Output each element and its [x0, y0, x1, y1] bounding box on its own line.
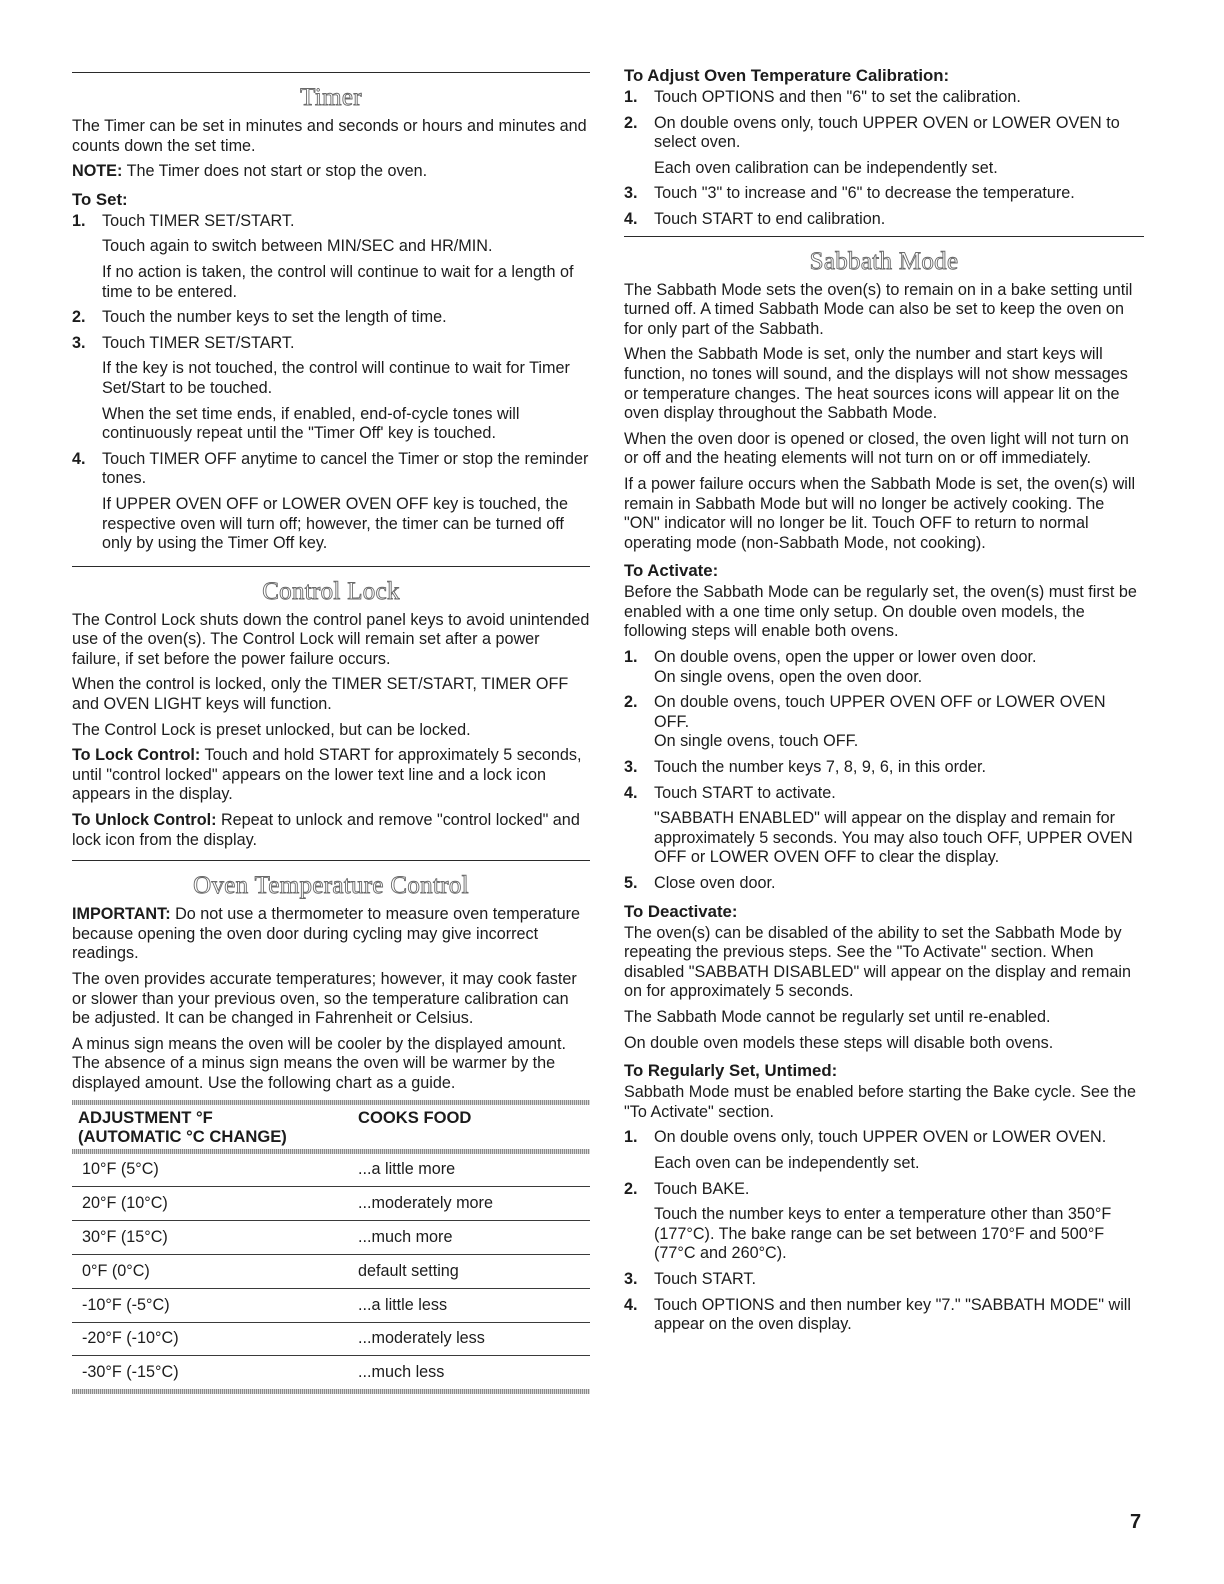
step-number: 5. — [624, 874, 638, 892]
step-text: Touch TIMER SET/START. — [102, 333, 295, 352]
list-item — [624, 693, 1144, 752]
step-text: Touch START to end calibration. — [654, 209, 886, 228]
untimed-heading: To Regularly Set, Untimed: — [624, 1061, 838, 1081]
list-item — [624, 88, 1144, 108]
sabbath-p1: The Sabbath Mode sets the oven(s) to remain on in a bake setting until turned off. A timed Sabbath Mode can also be set to keep the oven on for only part of the Sabbath. — [624, 280, 1133, 338]
step-number: 4. — [624, 783, 638, 802]
timer-intro: The Timer can be set in minutes and seconds or hours and minutes and counts down the set time. — [72, 117, 587, 155]
step-number: 3. — [72, 333, 86, 352]
table-row — [72, 1255, 590, 1289]
deactivate-heading: To Deactivate: — [624, 901, 738, 921]
untimed-steps — [624, 1128, 1144, 1334]
important-label: IMPORTANT: — [72, 905, 171, 924]
step-number: 1. — [624, 1128, 638, 1147]
step-text: Touch OPTIONS and then number key "7." "SABBATH MODE" will appear on the oven display. — [654, 1295, 1131, 1334]
unlock-label: To Unlock Control: — [72, 811, 217, 830]
to-set-heading: To Set: — [72, 189, 128, 209]
cell-adjustment: 30°F (15°C) — [82, 1228, 168, 1247]
step-text: Touch TIMER OFF anytime to cancel the Timer or stop the reminder tones. — [102, 449, 589, 488]
sabbath-p4: If a power failure occurs when the Sabbath Mode is set, the oven(s) will remain in Sabbath Mode but will no longer be actively cooking. The "ON" indicator will no longer be lit. Touch OFF to return to normal operating mode (non-Sabbath Mode, not cooking). — [624, 474, 1136, 552]
step-detail: Touch the number keys to enter a temperature other than 350°F (177°C). The bake range can be set between 170°F and 500°F (77°C and 260°C). — [654, 1205, 1112, 1263]
important-text: Do not use a thermometer to measure oven temperature because opening the oven door during cycling may give incorrect readings. — [72, 905, 580, 963]
untimed-intro: Sabbath Mode must be enabled before starting the Bake cycle. See the "To Activate" section. — [624, 1083, 1137, 1121]
control-lock-p2: When the control is locked, only the TIMER SET/START, TIMER OFF and OVEN LIGHT keys will function. — [72, 675, 569, 714]
activate-steps — [624, 648, 1144, 894]
left-column — [72, 72, 590, 1394]
table-row — [72, 1289, 590, 1323]
section-rule — [72, 860, 590, 861]
step-number: 2. — [624, 693, 638, 712]
step-text: On double ovens, touch UPPER OVEN OFF or LOWER OVEN OFF. — [654, 693, 1106, 731]
table-row — [72, 1323, 590, 1357]
oven-temp-important — [72, 905, 590, 964]
cell-cooks: ...much less — [358, 1363, 445, 1382]
header-line: ADJUSTMENT °F — [78, 1107, 213, 1127]
cell-cooks: ...much more — [358, 1228, 453, 1247]
table-bottom-border — [72, 1389, 590, 1394]
sabbath-p3: When the oven door is opened or closed, the oven light will not turn on or off and the heating elements will not turn on or off immediately. — [624, 429, 1129, 468]
step-detail: If the key is not touched, the control will continue to wait for Timer Set/Start to be touched. — [102, 359, 570, 397]
step-text: Touch START. — [654, 1269, 756, 1288]
step-detail: On single ovens, touch OFF. — [654, 732, 859, 751]
cell-cooks: default setting — [358, 1261, 459, 1280]
cell-cooks: ...moderately more — [358, 1194, 493, 1213]
step-text: Touch the number keys 7, 8, 9, 6, in this order. — [654, 758, 987, 777]
step-number: 1. — [72, 211, 86, 230]
oven-temp-p2: The oven provides accurate temperatures; however, it may cook faster or slower than your previous oven, so the temperature calibration can be adjusted. It can be changed in Fahrenheit or Celsius. — [72, 970, 577, 1028]
list-item — [624, 1180, 1144, 1264]
step-number: 1. — [624, 88, 638, 106]
step-text: On double ovens only, touch UPPER OVEN or LOWER OVEN to select oven. — [654, 113, 1120, 152]
step-text: Touch OPTIONS and then "6" to set the calibration. — [654, 88, 1021, 106]
header-cooks-food: COOKS FOOD — [358, 1107, 472, 1127]
step-text: Touch BAKE. — [654, 1179, 750, 1198]
control-lock-p3: The Control Lock is preset unlocked, but can be locked. — [72, 720, 471, 739]
deactivate-p2: The Sabbath Mode cannot be regularly set until re-enabled. — [624, 1007, 1051, 1026]
table-row — [72, 1187, 590, 1221]
list-item — [624, 1296, 1144, 1335]
step-detail: If UPPER OVEN OFF or LOWER OVEN OFF key is touched, the respective oven will turn off; however, the timer can be turned off only by using the Timer Off key. — [102, 494, 568, 553]
header-line: (AUTOMATIC °C CHANGE) — [78, 1126, 287, 1146]
deactivate-p3: On double oven models these steps will disable both ovens. — [624, 1033, 1054, 1052]
table-header — [72, 1105, 590, 1149]
step-number: 2. — [624, 113, 638, 132]
control-lock-title: Control Lock — [262, 577, 400, 605]
unlock-control-text — [72, 811, 590, 850]
sabbath-title: Sabbath Mode — [809, 247, 959, 275]
sabbath-p2: When the Sabbath Mode is set, only the number and start keys will function, no tones will sound, and the displays will not show messages or temperature changes. The heat sources icons will appear lit on the oven display throughout the Sabbath Mode. — [624, 345, 1128, 423]
step-number: 4. — [72, 449, 86, 468]
lock-control-text — [72, 746, 590, 805]
cell-adjustment: 20°F (10°C) — [82, 1194, 168, 1213]
list-item — [624, 1128, 1144, 1173]
adjustment-table — [72, 1100, 590, 1395]
step-number: 2. — [72, 308, 86, 327]
step-number: 2. — [624, 1179, 638, 1198]
table-row — [72, 1154, 590, 1188]
step-number: 1. — [624, 648, 638, 667]
page-number: 7 — [1130, 1511, 1142, 1533]
table-row — [72, 1356, 590, 1389]
timer-steps — [72, 212, 590, 554]
table-row — [72, 1221, 590, 1255]
oven-temp-p3: A minus sign means the oven will be cooler by the displayed amount. The absence of a minus sign means the oven will be warmer by the displayed amount. Use the following chart as a guide. — [72, 1034, 566, 1092]
cell-adjustment: -20°F (-10°C) — [82, 1329, 179, 1348]
cell-cooks: ...a little more — [358, 1160, 456, 1179]
control-lock-p1: The Control Lock shuts down the control panel keys to avoid unintended use of the oven(s). The Control Lock will remain set after a power failure, if set before the power failure occurs. — [72, 610, 590, 668]
oven-temp-title: Oven Temperature Control — [193, 872, 469, 900]
step-detail: On single ovens, open the oven door. — [654, 667, 923, 686]
list-item — [72, 212, 590, 302]
step-detail: When the set time ends, if enabled, end-of-cycle tones will continuously repeat until the "Timer Off' key is touched. — [102, 404, 520, 443]
step-text: Touch the number keys to set the length of time. — [102, 308, 447, 327]
lock-text: Touch and hold START for approximately 5 seconds, until "control locked" appears on the lower text line and a lock icon appears in the display. — [72, 746, 582, 804]
section-rule — [624, 236, 1144, 237]
list-item — [72, 334, 590, 444]
step-text: Close oven door. — [654, 874, 776, 892]
calibration-steps — [624, 88, 1144, 230]
step-number: 3. — [624, 758, 638, 777]
list-item — [624, 784, 1144, 868]
step-number: 4. — [624, 1295, 638, 1314]
step-detail: Each oven can be independently set. — [654, 1153, 920, 1172]
step-detail: If no action is taken, the control will continue to wait for a length of time to be entered. — [102, 262, 574, 301]
list-item — [624, 184, 1144, 204]
step-text: Touch TIMER SET/START. — [102, 211, 295, 230]
step-detail: "SABBATH ENABLED" will appear on the display and remain for approximately 5 seconds. You may also touch OFF, UPPER OVEN OFF or LOWER OVEN OFF to clear the display. — [654, 809, 1133, 867]
step-number: 3. — [624, 1269, 638, 1288]
list-item — [72, 450, 590, 554]
activate-heading: To Activate: — [624, 561, 719, 581]
cell-adjustment: 0°F (0°C) — [82, 1261, 150, 1280]
list-item — [624, 648, 1144, 687]
note-text: The Timer does not start or stop the oven. — [122, 162, 428, 181]
list-item — [624, 874, 1144, 894]
calibration-heading: To Adjust Oven Temperature Calibration: — [624, 66, 950, 85]
step-text: On double ovens only, touch UPPER OVEN or LOWER OVEN. — [654, 1128, 1107, 1147]
list-item — [624, 114, 1144, 179]
list-item — [624, 758, 1144, 778]
section-rule — [72, 566, 590, 567]
step-text: Touch "3" to increase and "6" to decrease the temperature. — [654, 184, 1075, 203]
note-label: NOTE: — [72, 162, 123, 181]
cell-cooks: ...moderately less — [358, 1329, 485, 1348]
step-detail: Touch again to switch between MIN/SEC and HR/MIN. — [102, 237, 493, 256]
cell-cooks: ...a little less — [358, 1295, 448, 1314]
timer-note — [72, 162, 590, 182]
cell-adjustment: -10°F (-5°C) — [82, 1295, 170, 1314]
list-item — [624, 210, 1144, 230]
section-rule — [72, 72, 590, 73]
right-column — [624, 66, 1144, 1341]
lock-label: To Lock Control: — [72, 746, 201, 765]
step-text: On double ovens, open the upper or lower oven door. — [654, 648, 1037, 667]
step-number: 3. — [624, 184, 638, 203]
activate-intro: Before the Sabbath Mode can be regularly set, the oven(s) must first be enabled with a one time only setup. On double oven models, the following steps will enable both ovens. — [624, 583, 1137, 641]
cell-adjustment: -30°F (-15°C) — [82, 1363, 179, 1382]
step-text: Touch START to activate. — [654, 783, 836, 802]
deactivate-p1: The oven(s) can be disabled of the ability to set the Sabbath Mode by repeating the previous steps. See the "To Activate" section. When disabled "SABBATH DISABLED" will appear on the display and remain on for approximately 5 seconds. — [624, 923, 1131, 1001]
step-detail: Each oven calibration can be independently set. — [654, 158, 998, 177]
step-number: 4. — [624, 209, 638, 228]
unlock-text: Repeat to unlock and remove "control locked" and lock icon from the display. — [72, 811, 580, 849]
list-item — [72, 308, 590, 328]
cell-adjustment: 10°F (5°C) — [82, 1160, 159, 1179]
list-item — [624, 1270, 1144, 1290]
timer-title: Timer — [300, 84, 362, 111]
header-adjustment — [78, 1108, 358, 1146]
